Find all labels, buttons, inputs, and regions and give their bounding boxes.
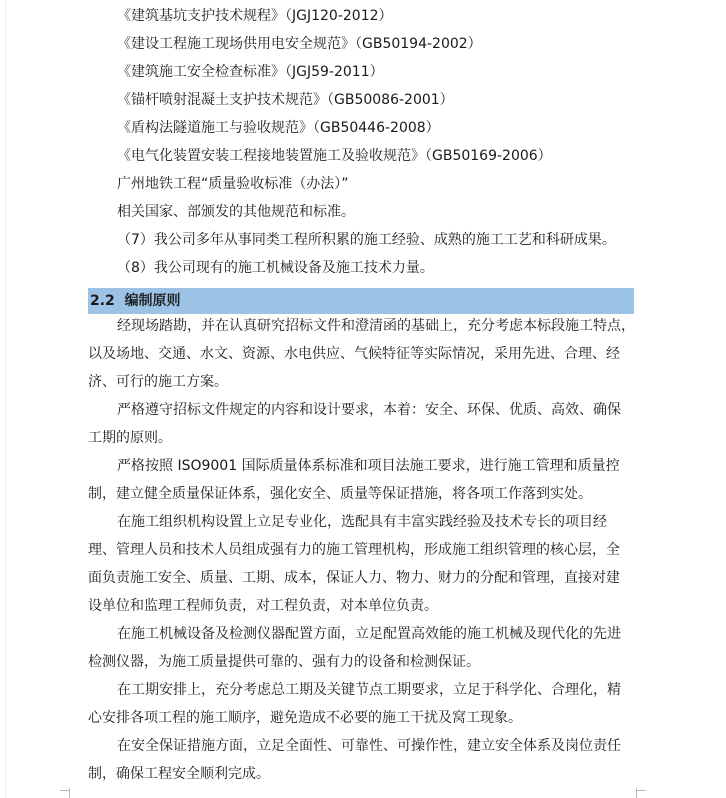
- paragraph-line: 制，确保工程安全顺利完成。: [88, 766, 270, 782]
- paragraph-line: 工期的原则。: [88, 430, 172, 446]
- paragraph-first-line: 经现场踏勘，并在认真研究招标文件和澄清函的基础上，充分考虑本标段施工特点，: [117, 318, 635, 334]
- numbered-item: （8）我公司现有的施工机械设备及施工技术力量。: [117, 260, 434, 276]
- section-title: 编制原则: [124, 293, 181, 309]
- paragraph-first-line: 在施工机械设备及检测仪器配置方面，立足配置高效能的施工机械及现代化的先进: [117, 626, 621, 642]
- paragraph-line: 检测仪器，为施工质量提供可靠的、强有力的设备和检测保证。: [88, 654, 480, 670]
- paragraph-first-line: 严格按照 ISO9001 国际质量体系标准和项目法施工要求，进行施工管理和质量控: [117, 458, 620, 474]
- paragraph-line: 心安排各项工程的施工顺序，避免造成不必要的施工干扰及窝工现象。: [88, 710, 522, 726]
- reference-line: 《盾构法隧道施工与验收规范》（GB50446-2008）: [117, 120, 440, 136]
- paragraph-first-line: 严格遵守招标文件规定的内容和设计要求，本着：安全、环保、优质、高效、确保: [117, 402, 621, 418]
- section-number: 2.2: [90, 293, 115, 309]
- reference-line: 相关国家、部颁发的其他规范和标准。: [117, 204, 355, 220]
- numbered-item: （7）我公司多年从事同类工程所积累的施工经验、成熟的施工工艺和科研成果。: [117, 232, 616, 248]
- paragraph-line: 制，建立健全质量保证体系，强化安全、质量等保证措施，将各项工作落到实处。: [88, 486, 592, 502]
- paragraph-line: 济、可行的施工方案。: [88, 374, 228, 390]
- reference-line: 《建筑施工安全检查标准》（JGJ59-2011）: [117, 64, 384, 80]
- paragraph-line: 理、管理人员和技术人员组成强有力的施工管理机构，形成施工组织管理的核心层，全: [88, 542, 620, 558]
- section-heading: [90, 292, 181, 310]
- reference-line: 广州地铁工程“质量验收标准（办法）”: [117, 176, 349, 192]
- paragraph-line: 面负责施工安全、质量、工期、成本，保证人力、物力、财力的分配和管理，直接对建: [88, 570, 620, 586]
- corner-mark: [69, 788, 70, 798]
- reference-line: 《建设工程施工现场供用电安全规范》（GB50194-2002）: [117, 36, 482, 52]
- corner-mark: [636, 788, 637, 798]
- reference-line: 《锚杆喷射混凝土支护技术规范》（GB50086-2001）: [117, 92, 454, 108]
- corner-mark: [636, 790, 646, 791]
- paragraph-first-line: 在工期安排上，充分考虑总工期及关键节点工期要求，立足于科学化、合理化，精: [117, 682, 621, 698]
- reference-line: 《电气化装置安装工程接地装置施工及验收规范》（GB50169-2006）: [117, 148, 552, 164]
- paragraph-line: 以及场地、交通、水文、资源、水电供应、气候特征等实际情况，采用先进、合理、经: [88, 346, 620, 362]
- paragraph-first-line: 在施工组织机构设置上立足专业化，选配具有丰富实践经验及技术专长的项目经: [117, 514, 607, 530]
- paragraph-first-line: 在安全保证措施方面，立足全面性、可靠性、可操作性，建立安全体系及岗位责任: [117, 738, 621, 754]
- paragraph-line: 设单位和监理工程师负责，对工程负责，对本单位负责。: [88, 598, 438, 614]
- reference-line: 《建筑基坑支护技术规程》（JGJ120-2012）: [117, 8, 393, 24]
